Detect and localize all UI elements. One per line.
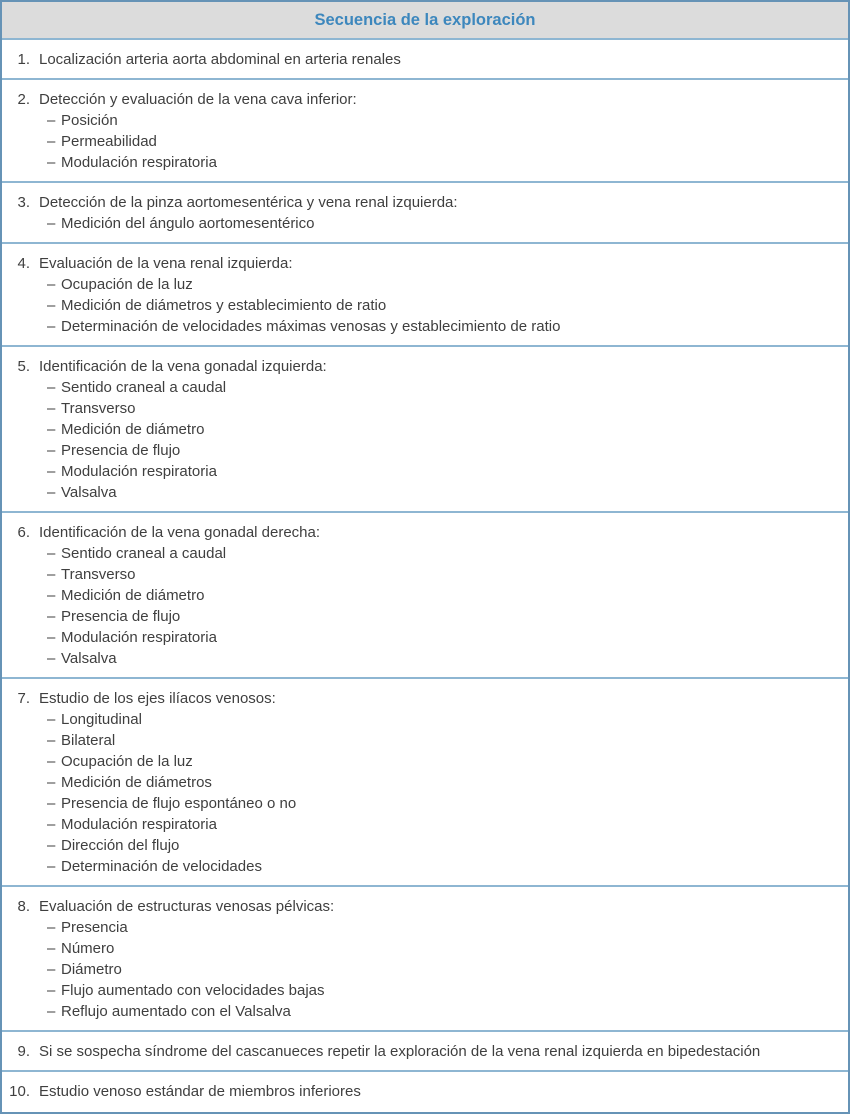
item-main-line <box>2 896 834 917</box>
item-main-line <box>2 522 834 543</box>
table-header <box>2 2 848 40</box>
sub-item-line <box>2 814 834 835</box>
sub-item-line <box>2 543 834 564</box>
item-number: 9. <box>17 1042 30 1060</box>
sub-item-line <box>2 606 834 627</box>
item-main-line <box>2 356 834 377</box>
sub-item-line <box>2 316 834 337</box>
sub-item-line <box>2 482 834 503</box>
dash-bullet: – <box>47 565 56 583</box>
dash-bullet: – <box>47 960 56 978</box>
item-main-line <box>2 1041 834 1062</box>
item-number: 5. <box>17 357 30 375</box>
sub-item-line <box>2 377 834 398</box>
item-main-line <box>2 89 834 110</box>
sub-item-text: Medición de diámetros <box>61 773 212 791</box>
sub-item-line <box>2 110 834 131</box>
sub-item-line <box>2 274 834 295</box>
item-text: Identificación de la vena gonadal derecha: <box>39 523 321 541</box>
dash-bullet: – <box>47 773 56 791</box>
sub-item-text: Bilateral <box>61 731 116 749</box>
item-text: Identificación de la vena gonadal izquierda: <box>39 357 327 375</box>
dash-bullet: – <box>47 981 56 999</box>
table-row <box>2 679 848 887</box>
dash-bullet: – <box>47 420 56 438</box>
sub-item-text: Sentido craneal a caudal <box>61 544 227 562</box>
sub-item-text: Determinación de velocidades <box>61 857 262 875</box>
sub-item-line <box>2 938 834 959</box>
sub-item-line <box>2 959 834 980</box>
dash-bullet: – <box>47 752 56 770</box>
table-row <box>2 347 848 513</box>
item-number: 1. <box>17 50 30 68</box>
item-main-line <box>2 192 834 213</box>
sub-item-text: Transverso <box>61 565 136 583</box>
sub-item-text: Posición <box>61 111 118 129</box>
dash-bullet: – <box>47 483 56 501</box>
dash-bullet: – <box>47 153 56 171</box>
dash-bullet: – <box>47 1002 56 1020</box>
sub-item-line <box>2 461 834 482</box>
dash-bullet: – <box>47 857 56 875</box>
dash-bullet: – <box>47 607 56 625</box>
sub-item-text: Presencia de flujo espontáneo o no <box>61 794 297 812</box>
sub-item-line <box>2 793 834 814</box>
sub-item-line <box>2 709 834 730</box>
sub-item-text: Presencia <box>61 918 128 936</box>
sub-item-line <box>2 152 834 173</box>
item-text: Estudio venoso estándar de miembros inferiores <box>39 1082 361 1100</box>
item-text: Evaluación de la vena renal izquierda: <box>39 254 293 272</box>
table-row <box>2 40 848 80</box>
sub-item-line <box>2 419 834 440</box>
sub-item-line <box>2 295 834 316</box>
item-text: Localización arteria aorta abdominal en arteria renales <box>39 50 401 68</box>
sub-item-text: Permeabilidad <box>61 132 157 150</box>
sub-item-line <box>2 648 834 669</box>
sub-item-text: Modulación respiratoria <box>61 462 217 480</box>
dash-bullet: – <box>47 441 56 459</box>
sub-item-text: Medición de diámetro <box>61 420 205 438</box>
sub-item-line <box>2 213 834 234</box>
table-row <box>2 244 848 347</box>
sub-item-line <box>2 835 834 856</box>
dash-bullet: – <box>47 296 56 314</box>
item-number: 6. <box>17 523 30 541</box>
table-body <box>2 40 848 1110</box>
sub-item-text: Dirección del flujo <box>61 836 180 854</box>
item-text: Detección de la pinza aortomesentérica y vena renal izquierda: <box>39 193 458 211</box>
sub-item-text: Transverso <box>61 399 136 417</box>
sub-item-text: Modulación respiratoria <box>61 815 217 833</box>
sub-item-line <box>2 398 834 419</box>
item-main-line <box>2 688 834 709</box>
sub-item-line <box>2 564 834 585</box>
item-number: 10. <box>9 1082 30 1100</box>
table-row <box>2 887 848 1032</box>
dash-bullet: – <box>47 628 56 646</box>
item-main-line <box>2 1081 834 1102</box>
dash-bullet: – <box>47 399 56 417</box>
dash-bullet: – <box>47 710 56 728</box>
sub-item-text: Presencia de flujo <box>61 441 181 459</box>
dash-bullet: – <box>47 462 56 480</box>
sub-item-text: Diámetro <box>61 960 122 978</box>
dash-bullet: – <box>47 378 56 396</box>
sub-item-text: Valsalva <box>61 649 117 667</box>
sub-item-line <box>2 772 834 793</box>
sub-item-line <box>2 1001 834 1022</box>
sub-item-text: Modulación respiratoria <box>61 628 217 646</box>
item-number: 7. <box>17 689 30 707</box>
table-row <box>2 1032 848 1072</box>
item-number: 3. <box>17 193 30 211</box>
sub-item-text: Medición de diámetro <box>61 586 205 604</box>
sub-item-line <box>2 131 834 152</box>
sub-item-line <box>2 585 834 606</box>
dash-bullet: – <box>47 111 56 129</box>
dash-bullet: – <box>47 815 56 833</box>
sub-item-text: Reflujo aumentado con el Valsalva <box>61 1002 291 1020</box>
item-main-line <box>2 49 834 70</box>
table-row <box>2 1072 848 1110</box>
sub-item-line <box>2 751 834 772</box>
sub-item-line <box>2 730 834 751</box>
table-row <box>2 513 848 679</box>
sub-item-line <box>2 440 834 461</box>
table-title: Secuencia de la exploración <box>314 10 536 29</box>
sub-item-text: Presencia de flujo <box>61 607 181 625</box>
item-number: 8. <box>17 897 30 915</box>
sub-item-text: Flujo aumentado con velocidades bajas <box>61 981 325 999</box>
item-text: Detección y evaluación de la vena cava inferior: <box>39 90 357 108</box>
sub-item-text: Medición de diámetros y establecimiento de ratio <box>61 296 387 314</box>
item-number: 2. <box>17 90 30 108</box>
sub-item-line <box>2 917 834 938</box>
item-number: 4. <box>17 254 30 272</box>
dash-bullet: – <box>47 317 56 335</box>
sub-item-text: Ocupación de la luz <box>61 752 193 770</box>
sub-item-text: Medición del ángulo aortomesentérico <box>61 214 315 232</box>
item-text: Evaluación de estructuras venosas pélvicas: <box>39 897 335 915</box>
dash-bullet: – <box>47 214 56 232</box>
table-row <box>2 183 848 244</box>
dash-bullet: – <box>47 918 56 936</box>
sub-item-text: Longitudinal <box>61 710 142 728</box>
dash-bullet: – <box>47 586 56 604</box>
sub-item-text: Ocupación de la luz <box>61 275 193 293</box>
sub-item-text: Sentido craneal a caudal <box>61 378 227 396</box>
sub-item-text: Número <box>61 939 115 957</box>
sub-item-text: Valsalva <box>61 483 117 501</box>
sub-item-text: Determinación de velocidades máximas venosas y establecimiento de ratio <box>61 317 561 335</box>
sub-item-text: Modulación respiratoria <box>61 153 217 171</box>
dash-bullet: – <box>47 544 56 562</box>
dash-bullet: – <box>47 836 56 854</box>
dash-bullet: – <box>47 794 56 812</box>
dash-bullet: – <box>47 939 56 957</box>
dash-bullet: – <box>47 275 56 293</box>
dash-bullet: – <box>47 132 56 150</box>
dash-bullet: – <box>47 731 56 749</box>
item-main-line <box>2 253 834 274</box>
item-text: Si se sospecha síndrome del cascanueces repetir la exploración de la vena renal izquierda en bipedestación <box>39 1042 761 1060</box>
sub-item-line <box>2 980 834 1001</box>
sub-item-line <box>2 856 834 877</box>
dash-bullet: – <box>47 649 56 667</box>
sub-item-line <box>2 627 834 648</box>
table-row <box>2 80 848 183</box>
item-text: Estudio de los ejes ilíacos venosos: <box>39 689 276 707</box>
